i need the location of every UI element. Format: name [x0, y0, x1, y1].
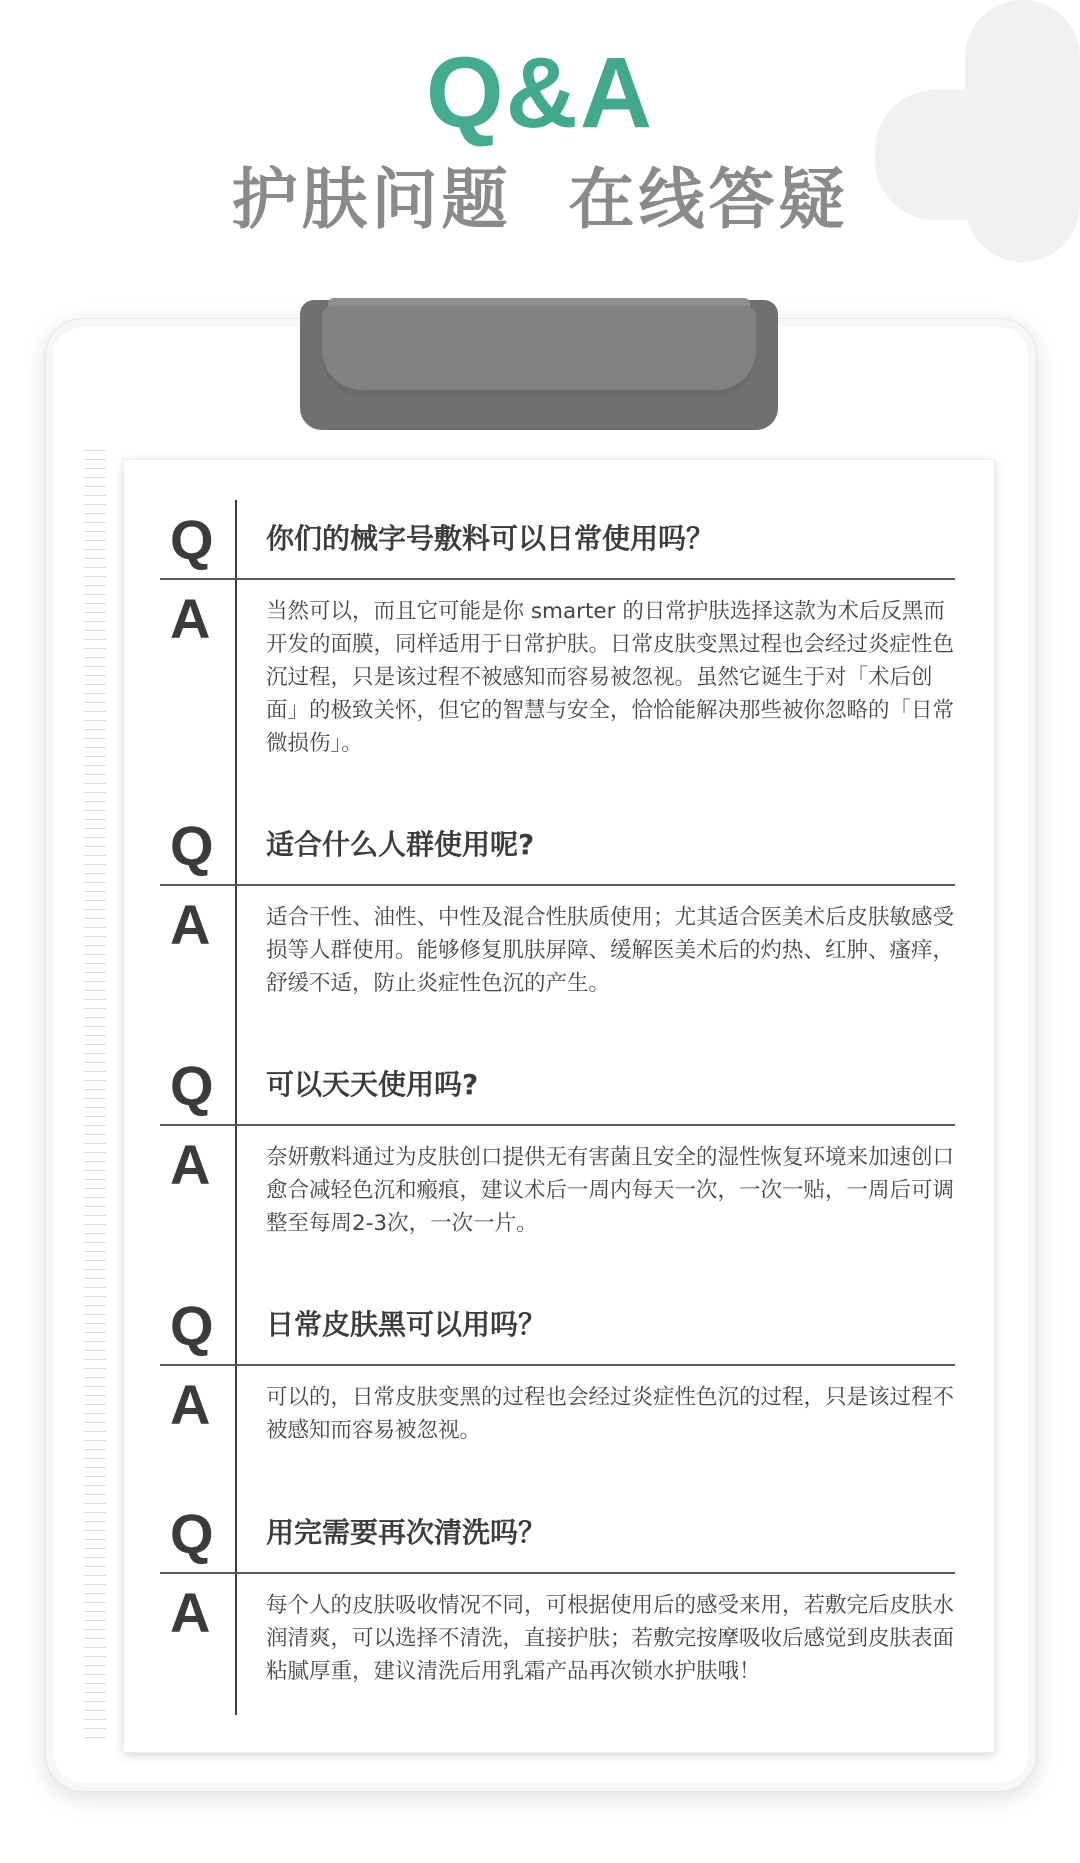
qa-item — [160, 808, 955, 1000]
page-title: Q&A — [0, 38, 1080, 148]
question-marker: Q — [170, 1294, 214, 1357]
answer-text: 适合干性、油性、中性及混合性肤质使用；尤其适合医美术后皮肤敏感受损等人群使用。能够修复肌肤屏障、缓解医美术后的灼热、红肿、瘙痒，舒缓不适，防止炎症性色沉的产生。 — [266, 905, 955, 996]
answer-marker: A — [170, 1133, 211, 1196]
answer-marker: A — [170, 587, 211, 650]
answer-text: 每个人的皮肤吸收情况不同，可根据使用后的感受来用，若敷完后皮肤水润清爽，可以选择不清洗，直接护肤；若敷完按摩吸收后感觉到皮肤表面粘腻厚重，建议清洗后用乳霜产品再次锁水护肤哦！ — [266, 1593, 955, 1684]
question-text: 可以天天使用吗? — [266, 1068, 479, 1101]
answer-text: 奈妍敷料通过为皮肤创口提供无有害菌且安全的湿性恢复环境来加速创口愈合减轻色沉和瘢痕，建议术后一周内每天一次，一次一贴，一周后可调整至每周2-3次，一次一片。 — [266, 1145, 955, 1236]
page-subtitle: 护肤问题 在线答疑 — [231, 161, 849, 238]
qa-item — [160, 1288, 955, 1447]
question-text: 适合什么人群使用呢? — [266, 828, 535, 861]
answer-marker: A — [170, 1373, 211, 1436]
qa-item — [160, 502, 955, 760]
answer-marker: A — [170, 893, 211, 956]
question-text: 日常皮肤黑可以用吗？ — [266, 1308, 547, 1341]
question-text: 你们的械字号敷料可以日常使用吗？ — [266, 522, 715, 555]
question-text: 用完需要再次清洗吗？ — [266, 1516, 547, 1549]
answer-text: 可以的，日常皮肤变黑的过程也会经过炎症性色沉的过程，只是该过程不被感知而容易被忽视。 — [266, 1385, 955, 1443]
clipboard-clip-front — [322, 306, 756, 396]
ruler-scale — [70, 450, 106, 1740]
qa-item — [160, 1048, 955, 1240]
answer-marker: A — [170, 1581, 211, 1644]
qa-item — [160, 1496, 955, 1688]
question-marker: Q — [170, 1054, 214, 1117]
question-marker: Q — [170, 814, 214, 877]
answer-text: 当然可以，而且它可能是你 smarter 的日常护肤选择这款为术后反黑而开发的面膜，同样适用于日常护肤。日常皮肤变黑过程也会经过炎症性色沉过程，只是该过程不被感知而容易被忽视。虽然它诞生于对「术后创面」的极致关怀，但它的智慧与安全，恰恰能解决那些被你忽略的「日常微损伤」。 — [266, 599, 955, 756]
question-marker: Q — [170, 508, 214, 571]
question-marker: Q — [170, 1502, 214, 1565]
